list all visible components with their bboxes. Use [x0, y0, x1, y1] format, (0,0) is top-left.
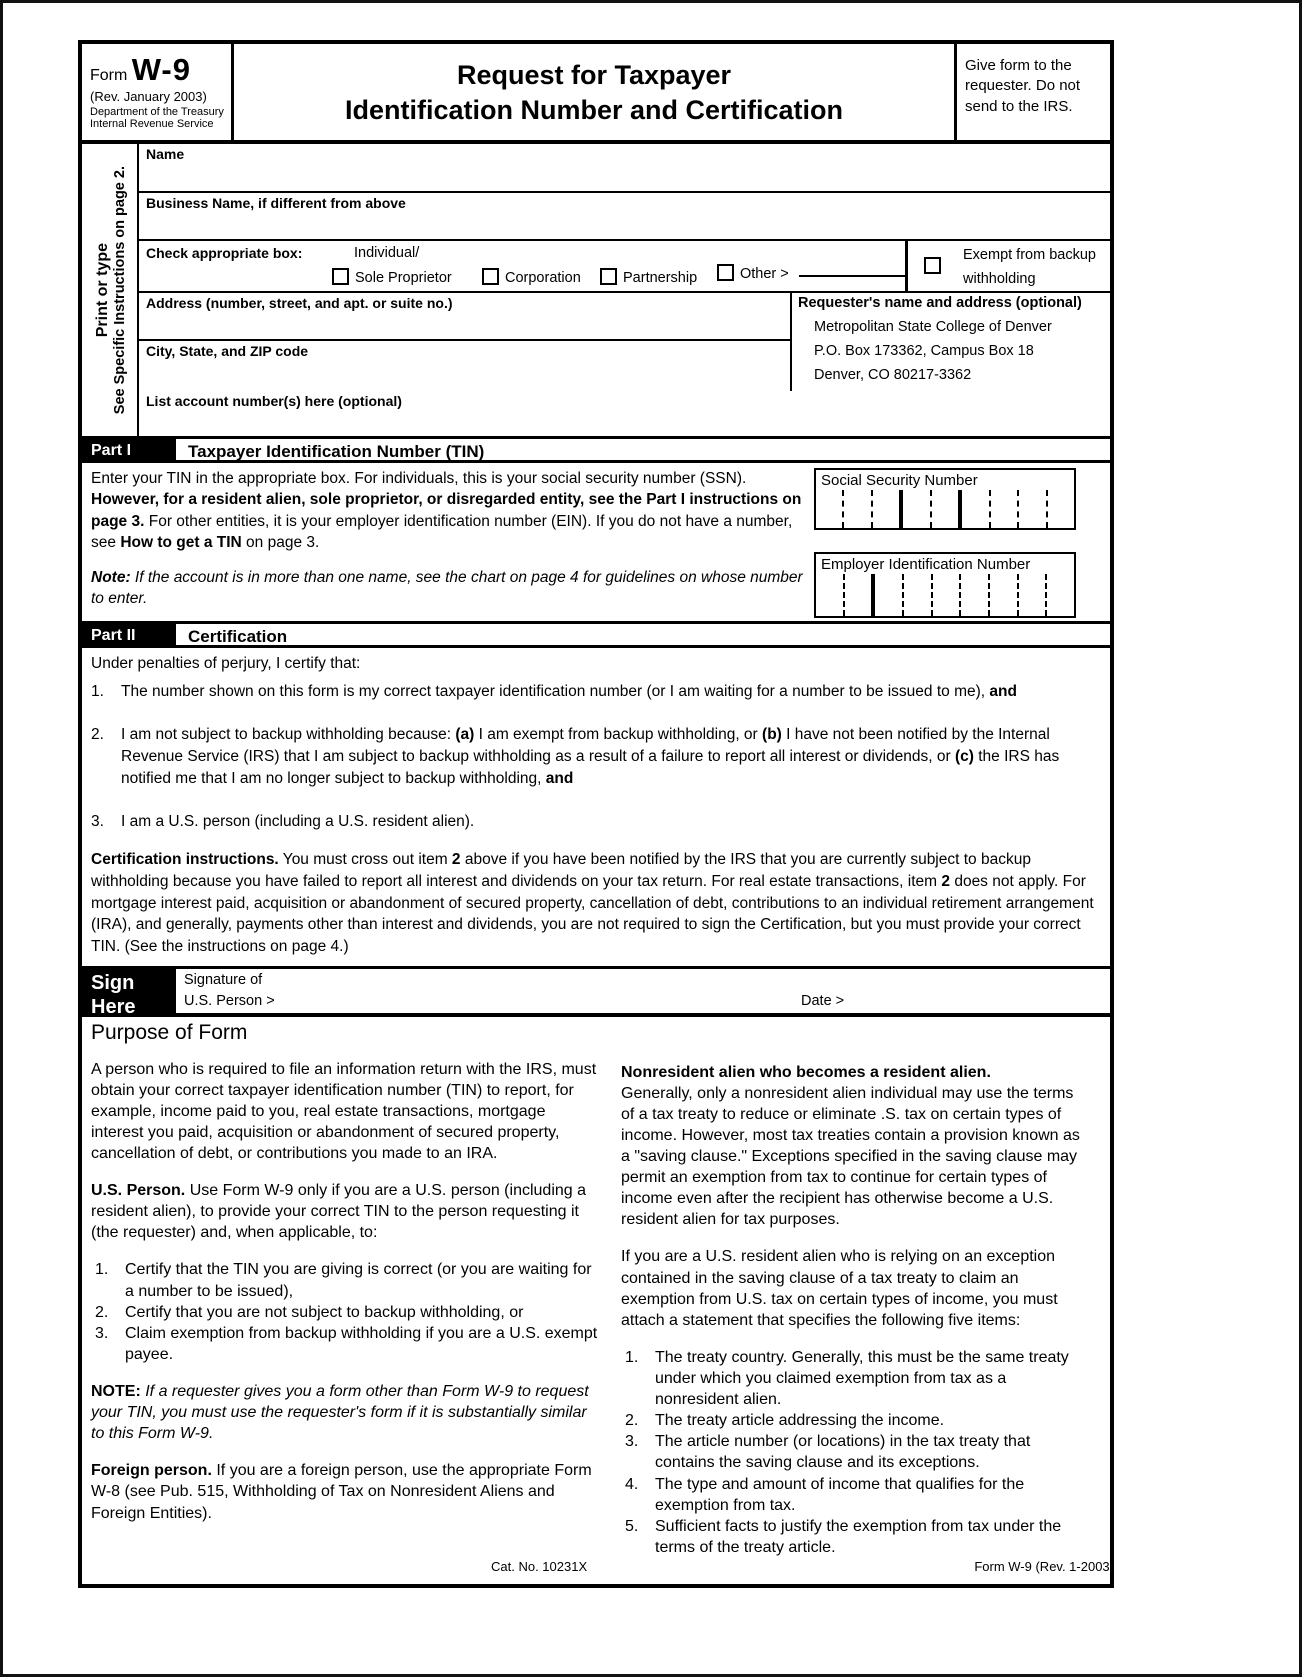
item2-text-3: I have not been notified by the Internal Revenue Service (IRS) that I am subject to backup withholding as a result of a failure to report all interest or dividends, or — [121, 726, 1050, 766]
ein-digit-cell[interactable] — [1017, 574, 1046, 616]
list-text: Certify that the TIN you are giving is correct (or you are waiting for a number to be issued), — [125, 1261, 592, 1300]
list-text: The article number (or locations) in the tax treaty that contains the saving clause and its exceptions. — [655, 1433, 1031, 1472]
other-blank-line[interactable] — [799, 265, 907, 277]
ein-digit-cell[interactable] — [871, 574, 902, 616]
part2-body — [82, 648, 1110, 966]
nonresident-alien-paragraph — [621, 1062, 1091, 1231]
resident-alien-paragraph: If you are a U.S. resident alien who is relying on an exception contained in the saving clause of a tax treaty to claim an exemption from U.S. tax on certain types of income, you must attach a statement that specifies the following five items: — [621, 1248, 1058, 1329]
certification-intro: Under penalties of perjury, I certify that: — [91, 655, 361, 672]
part1-text-2: For other entities, it is your employer identification number (EIN). If you do not have a number, see — [91, 512, 793, 552]
certification-item-3 — [91, 811, 1100, 833]
ssn-digit-cell[interactable] — [871, 490, 899, 528]
top-fields-section — [82, 144, 1110, 436]
form-id-block — [82, 44, 234, 140]
agency-line: Internal Revenue Service — [90, 118, 214, 130]
partnership-label: Partnership — [623, 270, 698, 286]
ein-box — [814, 552, 1076, 618]
requester-name: Metropolitan State College of Denver — [814, 319, 1052, 335]
list-number: 2. — [625, 1412, 639, 1430]
footer-form-id: Form W-9 (Rev. 1-2003) — [974, 1559, 1114, 1574]
here-word: Here — [91, 995, 136, 1018]
treaty-items-list — [621, 1347, 1091, 1558]
purpose-section — [82, 1017, 1110, 1584]
purpose-left-column — [91, 1059, 599, 1574]
individual-label-top: Individual/ — [354, 245, 420, 261]
form-title — [234, 44, 957, 140]
list-number: 3. — [95, 1324, 109, 1342]
foreign-person-text: If you are a foreign person, use the appropriate Form W-8 (see Pub. 515, Withholding of Tax on Nonresident Aliens and Foreign Entities). — [91, 1462, 592, 1522]
us-person-text: Use Form W-9 only if you are a U.S. person (including a resident alien), to provide your correct TIN to the person requesting it (the requester) and, when applicable, to: — [91, 1182, 587, 1242]
item-text — [121, 724, 1100, 789]
checkbox-sole-proprietor[interactable] — [332, 268, 349, 285]
list-item — [91, 1302, 599, 1323]
ein-digit-cell[interactable] — [816, 574, 843, 616]
address-label: Address (number, street, and apt. or suite no.) — [146, 295, 453, 311]
list-item — [621, 1410, 1091, 1431]
ein-digit-cell[interactable] — [902, 574, 931, 616]
date-label: Date > — [801, 992, 845, 1009]
list-number: 2. — [95, 1303, 109, 1321]
page-footer — [78, 1559, 1114, 1574]
signature-area — [176, 969, 1110, 1013]
us-person-heading: U.S. Person. — [91, 1182, 186, 1200]
purpose-columns — [91, 1059, 1096, 1574]
ein-digit-cell[interactable] — [1045, 574, 1074, 616]
department-line: Department of the Treasury — [90, 106, 224, 118]
list-item — [91, 1259, 599, 1301]
item-text — [121, 681, 1100, 703]
address-requester-block — [139, 293, 1110, 391]
requester-label: Requester's name and address (optional) — [798, 295, 1082, 311]
form-word: Form — [90, 67, 128, 84]
item-number: 1. — [91, 682, 104, 700]
list-item — [621, 1516, 1091, 1558]
other-label: Other > — [740, 266, 789, 282]
note-text: If the account is in more than one name, see the chart on page 4 for guidelines on whose number to enter. — [91, 568, 803, 607]
ssn-digit-row — [816, 490, 1074, 528]
item2-text-4: the IRS has notified me that I am no longer subject to backup withholding, — [121, 748, 1060, 787]
entity-checkbox-area — [139, 241, 905, 291]
part1-label: Part I — [82, 439, 176, 460]
cert-instr-text-3: does not apply. For mortgage interest paid, acquisition or abandonment of secured property, cancellation of debt, contributions to an individual retirement arrangement (IRA), and generally, payments other than interest and dividends, you are not required to sign the Certification, but you must provide your correct TIN. (See the instructions on page 4.) — [91, 872, 1094, 955]
print-or-type-label: Print or type — [93, 242, 111, 338]
us-person-label: U.S. Person > — [184, 992, 275, 1009]
part1-title: Taxpayer Identification Number (TIN) — [188, 442, 485, 461]
part1-bar — [82, 436, 1110, 463]
list-text: Certify that you are not subject to backup withholding, or — [125, 1303, 524, 1321]
list-number: 3. — [625, 1433, 639, 1451]
checkbox-partnership[interactable] — [600, 268, 617, 285]
address-city-column — [139, 293, 792, 391]
exempt-label-line2: withholding — [963, 271, 1036, 287]
name-field[interactable] — [139, 144, 1110, 193]
ssn-digit-cell[interactable] — [816, 490, 842, 528]
requester-cell — [792, 293, 1110, 391]
certification-item-2 — [91, 724, 1100, 789]
list-number: 1. — [625, 1348, 639, 1366]
sign-here-label — [82, 969, 176, 1018]
form-number: W-9 — [131, 52, 191, 87]
list-text: Claim exemption from backup withholding if you are a U.S. exempt payee. — [125, 1324, 598, 1363]
item2-text-2: I am exempt from backup withholding, or — [474, 726, 763, 744]
sign-here-section — [82, 966, 1110, 1017]
see-instructions-label: See Specific Instructions on page 2. — [111, 165, 128, 415]
list-text: The treaty country. Generally, this must be the same treaty under which you claimed exemption from tax as a nonresident alien. — [655, 1348, 1069, 1409]
catalog-number: Cat. No. 10231X — [491, 1559, 588, 1574]
part2-bar — [82, 621, 1110, 648]
ssn-digit-cell[interactable] — [958, 490, 988, 528]
exempt-backup-cell — [905, 241, 1110, 291]
purpose-right-column — [621, 1059, 1091, 1574]
note-paragraph — [91, 1381, 599, 1444]
ein-label: Employer Identification Number — [821, 556, 1031, 573]
purpose-paragraph-1: A person who is required to file an information return with the IRS, must obtain your correct taxpayer identification number (TIN) to report, for example, income paid to you, real estate transactions, mortgage interest you paid, acquisition or abandonment of secured property, cancellation of debt, or contributions you made to an IRA. — [91, 1060, 597, 1162]
sign-word: Sign — [91, 971, 135, 994]
part1-text-bold: However, for a resident alien, sole proprietor, or disregarded entity, see the Part I instructions on page 3. — [91, 491, 802, 530]
ein-digit-row — [816, 574, 1074, 616]
list-text: Sufficient facts to justify the exemption from tax under the terms of the treaty article. — [655, 1517, 1062, 1556]
form-title-line1: Request for Taxpayer — [456, 60, 732, 90]
exempt-label-line1: Exempt from backup — [963, 247, 1096, 263]
signature-input-area[interactable] — [296, 979, 410, 1007]
list-item — [621, 1347, 1091, 1410]
form-title-line2: Identification Number and Certification — [344, 95, 844, 126]
address-field[interactable] — [139, 293, 790, 341]
ein-digit-cell[interactable] — [931, 574, 960, 616]
item2-and: and — [545, 769, 574, 787]
date-input-area[interactable] — [866, 979, 1100, 1007]
account-numbers-label: List account number(s) here (optional) — [146, 393, 402, 409]
list-item — [621, 1431, 1091, 1473]
city-label: City, State, and ZIP code — [146, 343, 309, 359]
business-name-label: Business Name, if different from above — [146, 195, 406, 211]
note-italic-text: If a requester gives you a form other than Form W-9 to request your TIN, you must use the requester's form if it is substantially similar to this Form W-9. — [91, 1382, 589, 1443]
foreign-person-heading: Foreign person. — [91, 1462, 212, 1480]
note-heading: NOTE: — [91, 1382, 141, 1400]
account-numbers-field[interactable] — [139, 391, 1110, 436]
give-form-note — [957, 44, 1110, 140]
part1-how-to-get-tin: How to get a TIN — [120, 534, 242, 552]
item2-a: (a) — [455, 726, 475, 744]
part1-text-1: Enter your TIN in the appropriate box. For individuals, this is your social security number (SSN). — [91, 470, 747, 487]
name-label: Name — [146, 146, 185, 162]
note-label: Note: — [91, 568, 131, 586]
item2-b: (b) — [762, 726, 782, 744]
cert-instr-heading: Certification instructions. — [91, 851, 279, 869]
ssn-digit-cell[interactable] — [899, 490, 929, 528]
tin-boxes-column — [814, 463, 1110, 621]
part1-body — [82, 463, 1110, 621]
form-header — [82, 44, 1110, 144]
part1-text-3: on page 3. — [241, 534, 320, 552]
city-state-zip-field[interactable] — [139, 341, 790, 391]
ssn-label: Social Security Number — [821, 472, 978, 489]
corporation-label: Corporation — [505, 270, 581, 286]
foreign-person-paragraph — [91, 1460, 599, 1523]
part2-label: Part II — [82, 624, 176, 645]
checkbox-corporation[interactable] — [482, 268, 499, 285]
ssn-digit-cell[interactable] — [1017, 490, 1045, 528]
checkbox-other[interactable] — [717, 264, 734, 281]
item2-c: (c) — [954, 748, 974, 766]
cert-instr-2b: 2 — [941, 872, 951, 890]
form-revision: (Rev. January 2003) — [90, 89, 207, 104]
give-form-line2: requester. Do not — [965, 77, 1081, 95]
individual-label-bottom: Sole Proprietor — [355, 270, 452, 286]
part1-paragraph — [91, 468, 804, 554]
ssn-box — [814, 468, 1076, 530]
give-form-line3: send to the IRS. — [965, 97, 1073, 115]
list-number: 4. — [625, 1475, 639, 1493]
part1-instructions — [82, 463, 814, 621]
item2-text-1: I am not subject to backup withholding because: — [121, 726, 456, 744]
ssn-digit-cell[interactable] — [1046, 490, 1074, 528]
left-instruction-strip — [82, 144, 139, 436]
list-item — [621, 1474, 1091, 1516]
cert-instr-text-2: above if you have been notified by the IRS that you are currently subject to backup withholding because you have failed to report all interest and dividends on your tax return. For real estate transactions, item — [91, 851, 1031, 890]
ssn-digit-cell[interactable] — [989, 490, 1017, 528]
tin-box-gap — [814, 530, 1110, 552]
entity-type-row — [139, 241, 1110, 293]
ein-digit-cell[interactable] — [843, 574, 872, 616]
requester-address2: Denver, CO 80217-3362 — [814, 367, 972, 383]
us-person-list — [91, 1259, 599, 1365]
certification-item-1 — [91, 681, 1100, 703]
ssn-digit-cell[interactable] — [930, 490, 958, 528]
checkbox-exempt-backup[interactable] — [924, 257, 941, 274]
cert-instr-2a: 2 — [451, 851, 461, 869]
form-number-line — [90, 52, 225, 88]
list-text: The type and amount of income that qualifies for the exemption from tax. — [655, 1475, 1025, 1514]
requester-address1: P.O. Box 173362, Campus Box 18 — [814, 343, 1034, 359]
ein-digit-cell[interactable] — [959, 574, 988, 616]
give-form-line1: Give form to the — [965, 57, 1072, 74]
item1-text: The number shown on this form is my correct taxpayer identification number (or I am waiting for a number to be issued to me), — [121, 682, 990, 700]
list-number: 1. — [95, 1261, 109, 1279]
ein-digit-cell[interactable] — [988, 574, 1017, 616]
item-number: 3. — [91, 813, 104, 831]
item3-text: I am a U.S. person (including a U.S. resident alien). — [121, 813, 475, 831]
list-text: The treaty article addressing the income. — [655, 1412, 945, 1430]
signature-of-label: Signature of — [184, 971, 263, 988]
item-number: 2. — [91, 726, 104, 744]
part1-note — [91, 567, 804, 610]
list-number: 5. — [625, 1517, 639, 1535]
w9-form — [78, 40, 1114, 1588]
us-person-paragraph — [91, 1180, 599, 1243]
business-name-field[interactable] — [139, 193, 1110, 241]
certification-instructions — [91, 849, 1100, 957]
nonresident-alien-heading: Nonresident alien who becomes a resident alien. — [621, 1063, 991, 1081]
ssn-digit-cell[interactable] — [842, 490, 870, 528]
nonresident-alien-text: Generally, only a nonresident alien individual may use the terms of a tax treaty to reduce or eliminate .S. tax on certain types of income. However, most tax treaties contain a provision known as a "saving clause." Exceptions specified in the saving clause may permit an exemption from tax to continue for certain types of income even after the recipient has otherwise become a U.S. resident alien for tax purposes. — [621, 1084, 1080, 1229]
fields-column — [139, 144, 1110, 436]
purpose-heading: Purpose of Form — [91, 1020, 248, 1044]
item1-and: and — [989, 682, 1017, 700]
cert-instr-text-1: You must cross out item — [278, 851, 452, 869]
check-box-label: Check appropriate box: — [146, 245, 303, 261]
list-item — [91, 1323, 599, 1365]
part2-title: Certification — [188, 627, 288, 646]
